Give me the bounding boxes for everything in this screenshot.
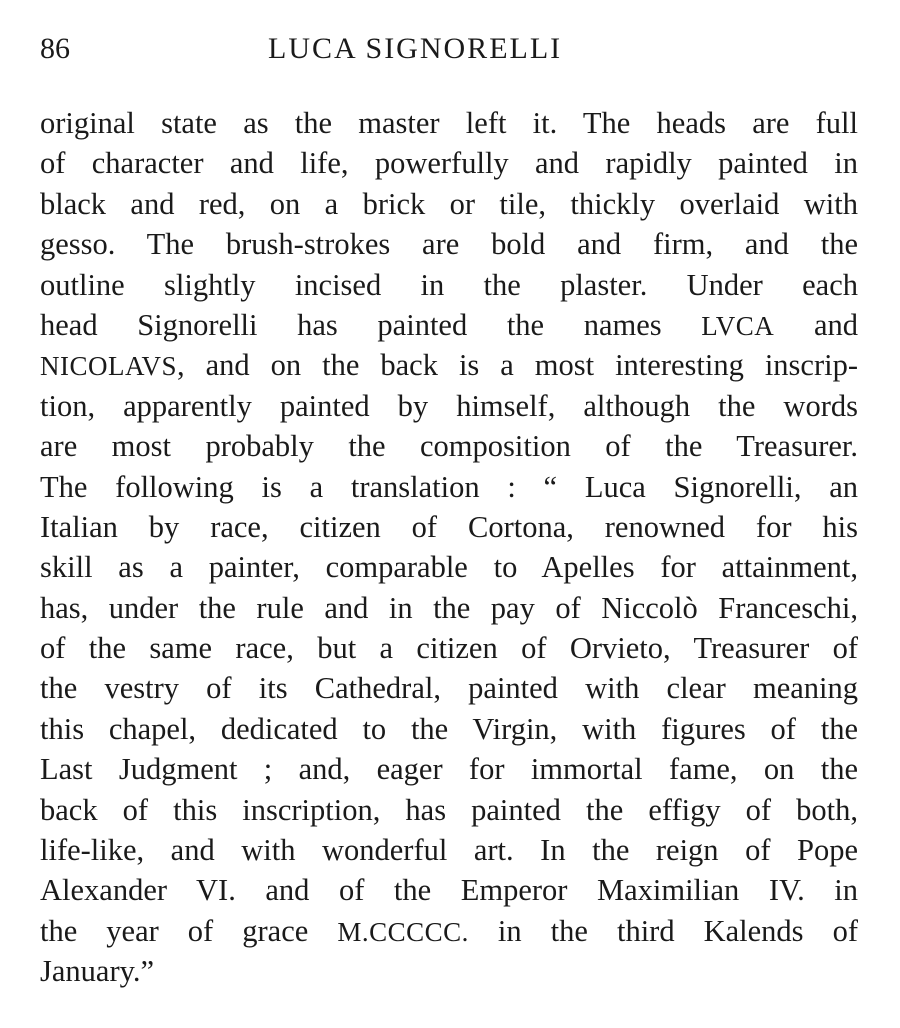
text-line: tion, apparently painted by himself, although the words xyxy=(40,388,858,423)
small-caps-name: NICOLAVS xyxy=(40,351,178,382)
text-line: has, under the rule and in the pay of Niccolò Franceschi, xyxy=(40,590,858,625)
text-line: back of this inscription, has painted the effigy of both, xyxy=(40,792,858,827)
text-line xyxy=(40,305,858,345)
text-line: of character and life, powerfully and rapidly painted in xyxy=(40,146,858,181)
text-line: skill as a painter, comparable to Apelles for attainment, xyxy=(40,550,858,585)
running-head xyxy=(40,30,858,74)
text-line xyxy=(40,911,858,951)
text-line: January.” xyxy=(40,954,155,989)
text-fragment: the year of grace xyxy=(40,913,338,948)
text-line: black and red, on a brick or tile, thickly overlaid with xyxy=(40,186,858,221)
text-line: this chapel, dedicated to the Virgin, with figures of the xyxy=(40,711,858,746)
text-line: gesso. The brush-strokes are bold and firm, and the xyxy=(40,227,858,262)
text-line xyxy=(40,345,858,385)
text-line: original state as the master left it. The heads are full xyxy=(40,106,858,140)
text-fragment: head Signorelli has painted the names xyxy=(40,307,702,342)
text-line: Alexander VI. and of the Emperor Maximilian IV. in xyxy=(40,873,858,908)
text-fragment: and xyxy=(774,307,858,342)
text-line: the vestry of its Cathedral, painted with clear meaning xyxy=(40,671,858,706)
text-line: of the same race, but a citizen of Orvieto, Treasurer of xyxy=(40,631,858,666)
text-fragment: in the third Kalends of xyxy=(468,913,858,948)
page-number: 86 xyxy=(40,32,70,65)
text-line: Last Judgment ; and, eager for immortal fame, on the xyxy=(40,752,858,787)
text-line: are most probably the composition of the Treasurer. xyxy=(40,429,858,464)
running-title: LUCA SIGNORELLI xyxy=(268,32,563,65)
body-paragraph xyxy=(40,103,858,992)
text-line: life-like, and with wonderful art. In the reign of Pope xyxy=(40,833,858,868)
text-line: Italian by race, citizen of Cortona, renowned for his xyxy=(40,509,858,544)
text-line: The following is a translation : “ Luca Signorelli, an xyxy=(40,469,858,504)
small-caps-name: LVCA xyxy=(701,310,775,341)
text-line: outline slightly incised in the plaster. Under each xyxy=(40,267,858,302)
small-caps-date: M.CCCCC. xyxy=(337,916,469,947)
book-page xyxy=(40,0,858,1028)
text-fragment: , and on the back is a most interesting inscrip- xyxy=(177,348,858,383)
